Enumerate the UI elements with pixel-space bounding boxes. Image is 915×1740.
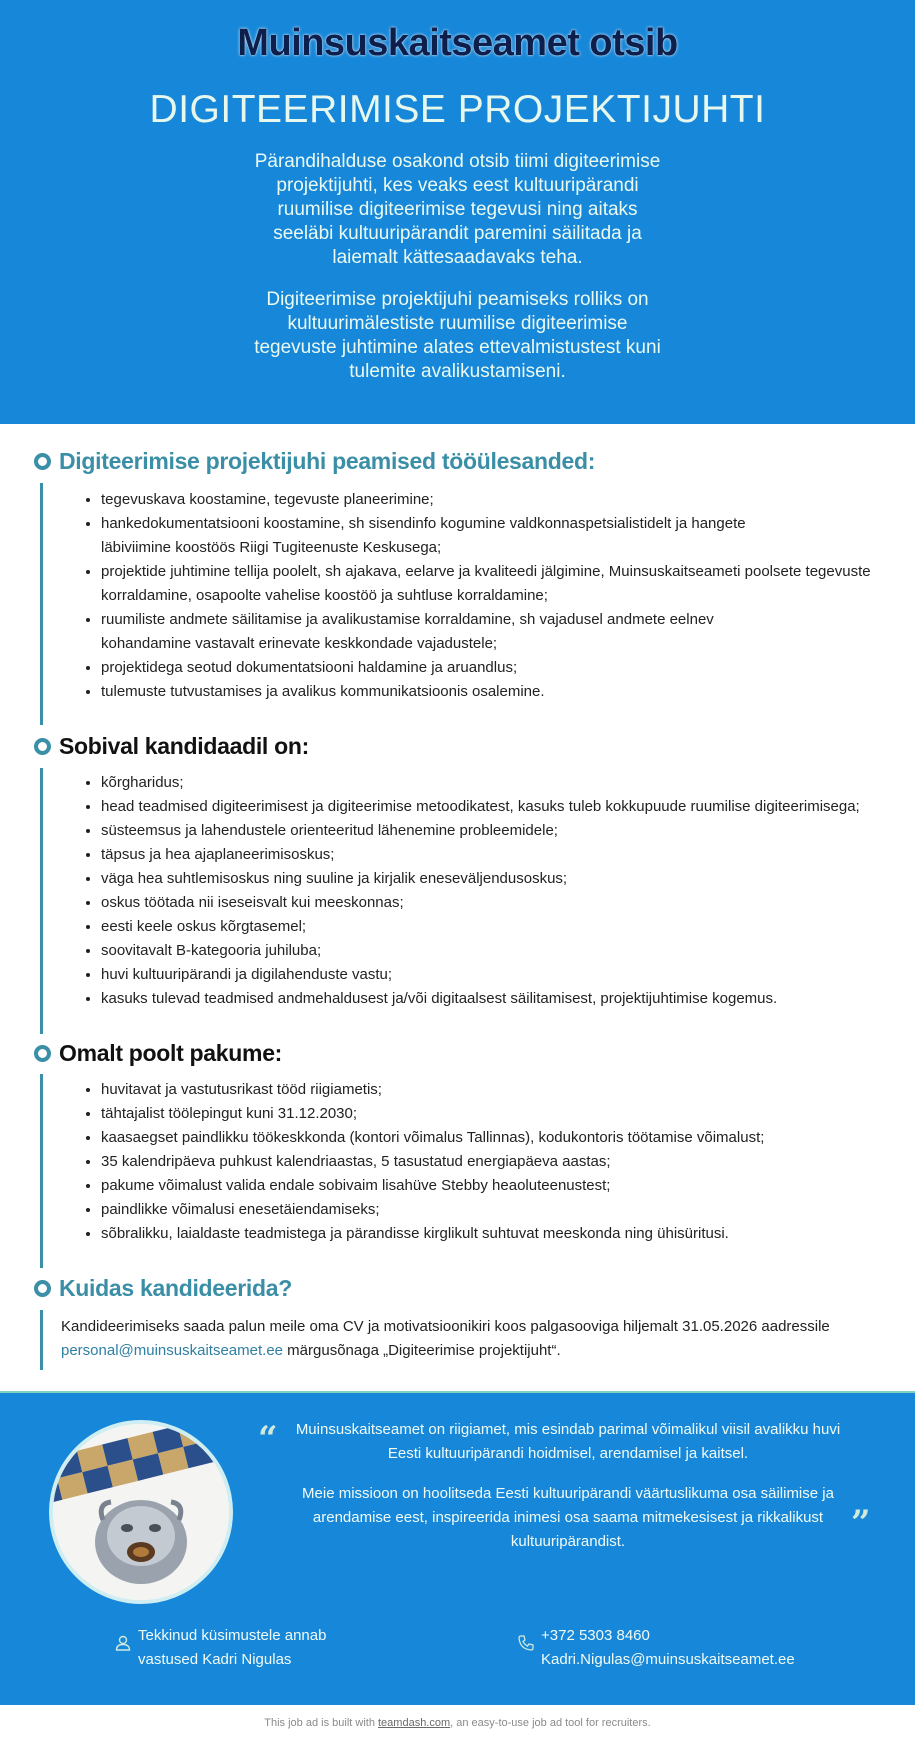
footer-text-after: , an easy-to-use job ad tool for recruiters.: [450, 1717, 651, 1729]
list-item: • pakume võimalust valida endale sobivaim lisahüve Stebby heaoluteenustest;: [101, 1174, 913, 1198]
hero-header: [0, 0, 915, 424]
contact-person-line-2: vastused Kadri Nigulas: [138, 1651, 292, 1668]
tasks-title: Digiteerimise projektijuhi peamised tööülesanded:: [59, 447, 596, 474]
list-item: • sõbralikku, laialdaste teadmistega ja pärandisse kirglikult suhtuvat meeskonda ning ühisüritusi.: [101, 1222, 913, 1246]
list-item: • kasuks tulevad teadmised andmehaldusest ja/või digitaalsest säilitamisest, projektijuhtimise kogemus.: [101, 987, 913, 1011]
list-item: • 35 kalendripäeva puhkust kalendriaastas, 5 tasustatud energiapäeva aastas;: [101, 1150, 913, 1174]
list-item: • soovitavalt B-kategooria juhiluba;: [101, 939, 913, 963]
list-item: • kaasaegset paindlikku töökeskkonda (kontori võimalus Tallinnas), kodukontoris töötamise võimalust;: [101, 1126, 913, 1150]
apply-text-after: märgusõnaga „Digiteerimise projektijuht“.: [283, 1342, 561, 1359]
list-item: • huvi kultuuripärandi ja digilahenduste vastu;: [101, 963, 913, 987]
lion-sculpture-image: [53, 1424, 229, 1600]
offer-title: Omalt poolt pakume:: [59, 1039, 283, 1066]
open-quote-icon: “: [258, 1419, 278, 1459]
person-icon: [114, 1634, 132, 1652]
contact-details: [541, 1624, 795, 1672]
position-title: DIGITEERIMISE PROJEKTIJUHTI: [149, 88, 766, 131]
apply-email-link[interactable]: personal@muinsuskaitseamet.ee: [61, 1342, 284, 1359]
apply-instructions: [61, 1315, 901, 1363]
close-quote-icon: ”: [851, 1503, 871, 1543]
list-item: • projektidega seotud dokumentatsiooni haldamine ja aruandlus;: [101, 656, 913, 680]
section-divider-line: [40, 1074, 43, 1268]
section-ring-icon: [34, 738, 51, 755]
section-ring-icon: [34, 453, 51, 470]
lion-sculpture-photo: [49, 1420, 233, 1604]
list-item: • eesti keele oskus kõrgtasemel;: [101, 915, 913, 939]
apply-title: Kuidas kandideerida?: [59, 1274, 293, 1301]
list-item: • väga hea suhtlemisoskus ning suuline ja kirjalik eneseväljendusoskus;: [101, 867, 913, 891]
list-item: • süsteemsus ja lahendustele orienteeritud lähenemine probleemidele;: [101, 819, 913, 843]
list-item: • paindlikke võimalusi enesetäiendamiseks;: [101, 1198, 913, 1222]
apply-heading: [34, 1273, 292, 1303]
about-quote-2: Meie missioon on hoolitseda Eesti kultuuripärandi väärtuslikuma osa säilimise ja arendamise eest, inspireerida inimesi osa saama mitmekesisest ja rikkalikust kultuuripärandist.: [302, 1485, 834, 1550]
offer-list: [83, 1078, 913, 1246]
section-ring-icon: [34, 1045, 51, 1062]
contact-phone[interactable]: +372 5303 8460: [541, 1627, 650, 1644]
offer-heading: [34, 1038, 282, 1068]
section-divider-line: [40, 768, 43, 1034]
section-divider-line: [40, 1310, 43, 1370]
list-item: • oskus töötada nii iseseisvalt kui meeskonnas;: [101, 891, 913, 915]
list-item: • hankedokumentatsiooni koostamine, sh sisendinfo kogumine valdkonnaspetsialistidelt ja hangete läbiviimine koostöös Riigi Tugiteenuste Keskusega;: [101, 512, 913, 560]
contact-person-line-1: Tekkinud küsimustele annab: [138, 1627, 327, 1644]
list-item: • huvitavat ja vastutusrikast tööd riigiametis;: [101, 1078, 913, 1102]
footer-text-before: This job ad is built with: [264, 1717, 378, 1729]
phone-icon: [517, 1634, 535, 1652]
teamdash-link[interactable]: teamdash.com: [378, 1717, 451, 1729]
section-ring-icon: [34, 1280, 51, 1297]
tasks-heading: [34, 446, 595, 476]
list-item: • projektide juhtimine tellija poolelt, sh ajakava, eelarve ja kvaliteedi jälgimine, Muinsuskaitseameti poolsete tegevuste korraldamine, osapoolte vahelise koostöö ja suhtluse korraldamine;: [101, 560, 913, 608]
contact-email[interactable]: Kadri.Nigulas@muinsuskaitseamet.ee: [541, 1651, 795, 1668]
requirements-heading: [34, 731, 309, 761]
contact-person: [138, 1624, 326, 1672]
intro-paragraph-1: Pärandihalduse osakond otsib tiimi digiteerimise projektijuhti, kes veaks eest kultuuripärandi ruumilise digiteerimise tegevusi ning aitaks seeläbi kultuuripärandit paremini säilitada ja laiemalt kättesaadavaks teha.: [254, 151, 661, 268]
list-item: • kõrgharidus;: [101, 771, 913, 795]
list-item: • täpsus ja hea ajaplaneerimisoskus;: [101, 843, 913, 867]
page-footer: [0, 1707, 915, 1740]
list-item: • tulemuste tutvustamises ja avalikus kommunikatsioonis osalemine.: [101, 680, 913, 704]
list-item: • ruumiliste andmete säilitamise ja avalikustamise korraldamine, sh vajadusel andmete eelnev kohandamine vastavalt erinevate keskkondade vajadustele;: [101, 608, 913, 656]
list-item: • head teadmised digiteerimisest ja digiteerimise metoodikatest, kasuks tuleb kokkupuude ruumilise digiteerimisega;: [101, 795, 913, 819]
company-heading: Muinsuskaitseamet otsib: [237, 22, 678, 64]
requirements-title: Sobival kandidaadil on:: [59, 732, 309, 759]
tasks-list: [83, 488, 913, 704]
list-item: • tegevuskava koostamine, tegevuste planeerimine;: [101, 488, 913, 512]
apply-text-before: Kandideerimiseks saada palun meile oma CV ja motivatsioonikiri koos palgasooviga hiljemalt 31.05.2026 aadressile: [61, 1318, 830, 1335]
list-item: • tähtajalist töölepingut kuni 31.12.2030;: [101, 1102, 913, 1126]
about-quote-1: Muinsuskaitseamet on riigiamet, mis esindab parimal võimalikul viisil avalikku huvi Eesti kultuuripärandi hoidmisel, arendamisel ja kaitsel.: [295, 1421, 841, 1462]
intro-paragraph-2: Digiteerimise projektijuhi peamiseks rolliks on kultuurimälestiste ruumilise digiteerimise tegevuste juhtimine alates ettevalmistustest kuni tulemite avalikustamiseni.: [254, 289, 661, 382]
requirements-list: [83, 771, 913, 1011]
section-divider-line: [40, 483, 43, 725]
